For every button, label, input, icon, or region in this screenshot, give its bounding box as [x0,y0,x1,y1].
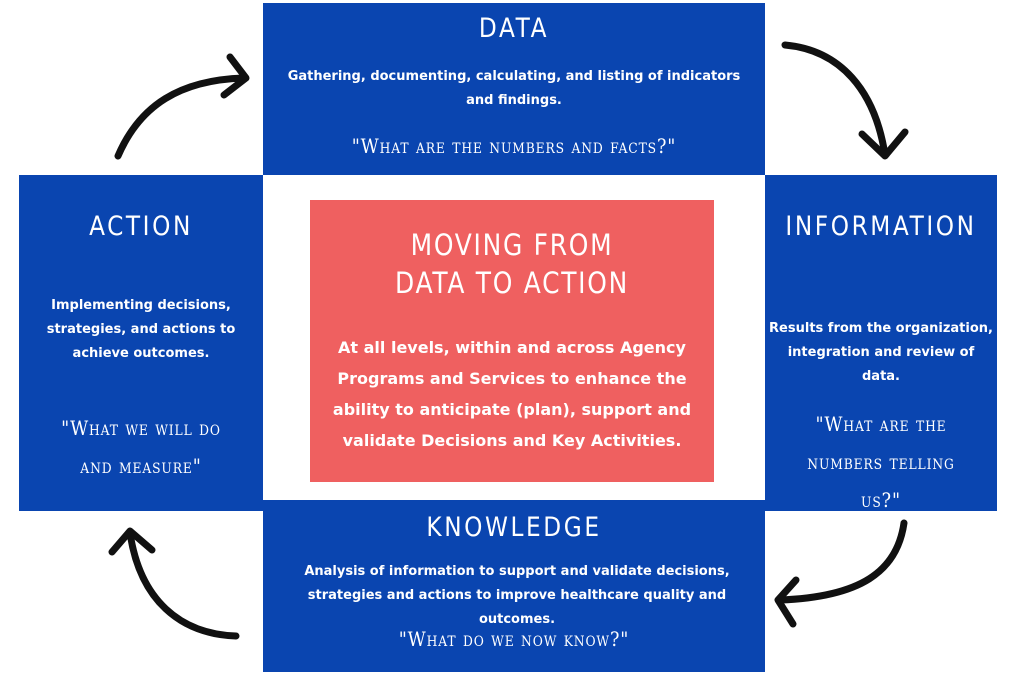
data-description: Gathering, documenting, calculating, and listing of indicators and findings. [287,69,741,108]
information-quote: "What are the numbers telling us?" [807,412,955,512]
action-description: Implementing decisions, strategies, and actions to achieve outcomes. [46,298,236,361]
knowledge-description: Analysis of information to support and validate decisions, strategies and actions to improve healthcare quality and outcomes. [304,564,730,627]
cycle-arrow-icon [780,523,904,600]
data-quote: "What are the numbers and facts?" [351,134,677,158]
center-title-line2: DATA TO ACTION [395,266,629,300]
cycle-arrow-icon [118,78,244,156]
knowledge-title: KNOWLEDGE [426,512,602,543]
center-title-line1: MOVING FROM [410,228,614,262]
action-quote: "What we will do and measure" [61,416,221,478]
information-description: Results from the organization, integration and review of data. [769,321,993,384]
knowledge-quote: "What do we now know?" [398,627,630,651]
information-title: INFORMATION [785,211,977,242]
data-title: DATA [478,13,550,44]
action-title: ACTION [89,211,193,242]
center-body: At all levels, within and across Agency Programs and Services to enhance the ability to anticipate (plan), support and validate Decisions and Key Activities. [332,338,692,450]
